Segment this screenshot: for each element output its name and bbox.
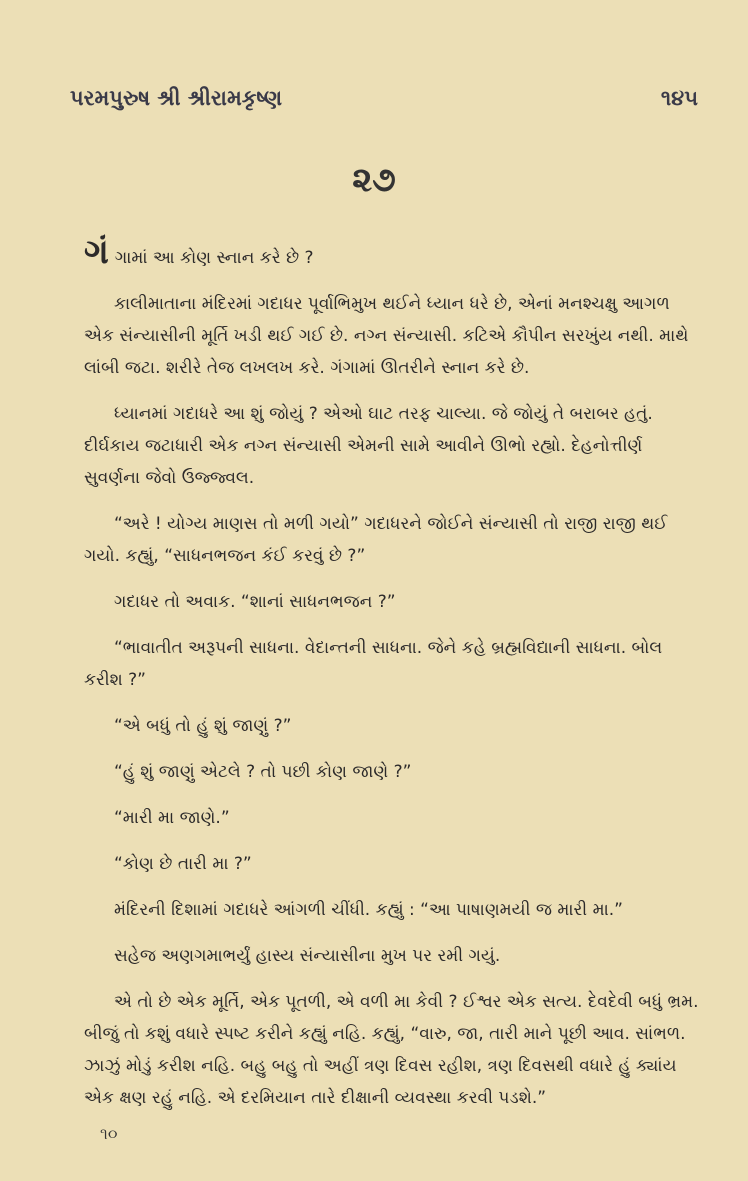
paragraph: સહેજ અણગમાભર્યું હાસ્ય સંન્યાસીના મુખ પર રમી ગયું. — [114, 946, 501, 966]
book-title: પરમપુરુષ શ્રી શ્રીરામકૃષ્ણ — [70, 86, 283, 110]
drop-cap: ગં — [84, 232, 109, 272]
dialogue-line: “એ બધું તો હું શું જાણું ?” — [114, 716, 292, 736]
paragraph: એ તો છે એક મૂર્તિ, એક પૂતળી, એ વળી મા કેવી ? ઈશ્વર એક સત્ય. દેવદેવી બધું ભ્રમ. બીજું તો કશું વધારે સ્પષ્ટ કરીને કહ્યું નહિ. કહ્યું, “વારુ, જા, તારી માને પૂછી આવ. સાંભળ. ઝાઝું મોડું કરીશ નહિ. બહુ બહુ તો અહીં ત્રણ દિવસ રહીશ, ત્રણ દિવસથી વધારે હું ક્યાંય એક ક્ષણ રહું નહિ. એ દરમિયાન તારે દીક્ષાની વ્યવસ્થા કરવી પડશે.” — [84, 992, 699, 1108]
body-text — [84, 232, 702, 1128]
paragraph: “ભાવાતીત અરૂપની સાધના. વેદાન્તની સાધના. જેને કહે બ્રહ્મવિદ્યાની સાધના. બોલ કરીશ ?” — [84, 638, 663, 690]
paragraph: “અરે ! યોગ્ય માણસ તો મળી ગયો” ગદાધરને જોઈને સંન્યાસી તો રાજી રાજી થઈ ગયો. કહ્યું, “સાધનભજન કંઈ કરવું છે ?” — [84, 514, 668, 566]
dialogue-line: “કોણ છે તારી મા ?” — [114, 854, 252, 874]
page-number: ૧૪૫ — [660, 86, 698, 110]
signature-mark: ૧૦ — [100, 1124, 118, 1143]
paragraph: ગદાધર તો અવાક. “શાનાં સાધનભજન ?” — [114, 592, 396, 612]
paragraph: કાલીમાતાના મંદિરમાં ગદાધર પૂર્વાભિમુખ થઈને ધ્યાન ધરે છે, એનાં મનશ્ચક્ષુ આગળ એક સંન્યાસીની મૂર્તિ ખડી થઈ ગઈ છે. નગ્ન સંન્યાસી. કટિએ કૌપીન સરખુંય નથી. માથે લાંબી જટા. શરીરે તેજ લખલખ કરે. ગંગામાં ઊતરીને સ્નાન કરે છે. — [84, 294, 689, 378]
paragraph: ધ્યાનમાં ગદાધરે આ શું જોયું ? એઓ ઘાટ તરફ ચાલ્યા. જે જોયું તે બરાબર હતું. દીર્ઘકાય જટાધારી એક નગ્ન સંન્યાસી એમની સામે આવીને ઊભો રહ્યો. દેહનોત્તીર્ણ સુવર્ણના જેવો ઉજ્જ્વલ. — [84, 404, 653, 488]
dialogue-line: “હું શું જાણું એટલે ? તો પછી કોણ જાણે ?” — [114, 762, 412, 782]
paragraph: મંદિરની દિશામાં ગદાધરે આંગળી ચીંધી. કહ્યું : “આ પાષાણમયી જ મારી મા.” — [114, 900, 623, 920]
paragraph: ગંગામાં આ કોણ સ્નાન કરે છે ? — [84, 232, 314, 272]
chapter-number: ૨૭ — [352, 160, 396, 200]
dialogue-line: “મારી મા જાણે.” — [114, 808, 230, 828]
